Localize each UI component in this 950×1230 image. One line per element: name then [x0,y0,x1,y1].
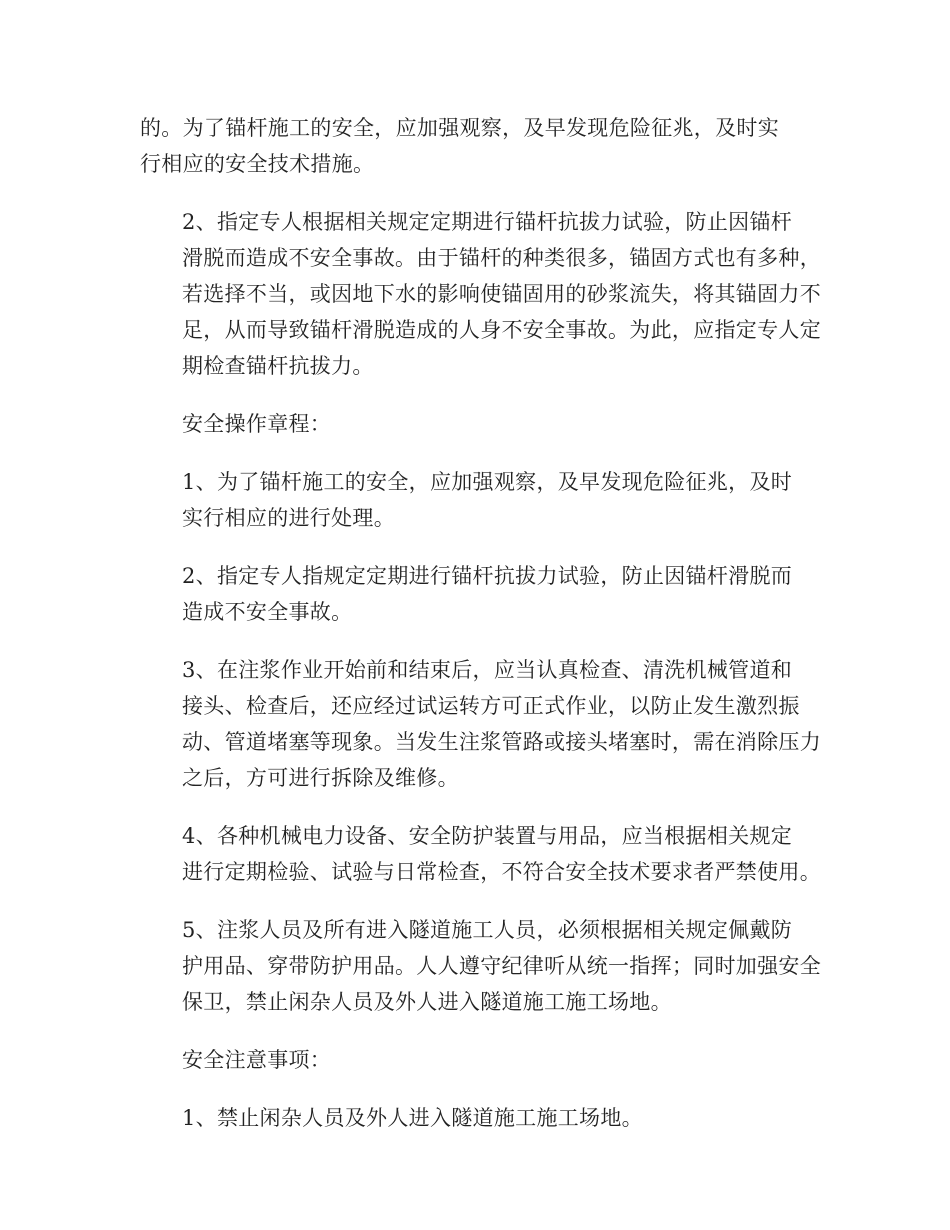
text-line: 1、为了锚杆施工的安全，应加强观察，及早发现危险征兆，及时 [182,470,793,494]
text-line: 造成不安全事故。 [182,600,353,624]
paragraph-rule-2 [140,558,810,630]
text-line: 滑脱而造成不安全事故。由于锚杆的种类很多，锚固方式也有多种， [182,246,821,270]
text-line: 期检查锚杆抗拔力。 [182,354,374,378]
paragraph-note-1 [140,1100,810,1136]
text-line: 若选择不当，或因地下水的影响使锚固用的砂浆流失，将其锚固力不 [182,282,821,306]
text-line: 行相应的安全技术措施。 [140,152,375,176]
heading-text: 安全操作章程： [182,412,332,436]
paragraph-rule-5 [140,912,821,1020]
text-line: 1、禁止闲杂人员及外人进入隧道施工施工场地。 [182,1106,643,1130]
heading-text: 安全注意事项： [182,1048,332,1072]
text-line: 之后，方可进行拆除及维修。 [182,766,459,790]
paragraph-rule-1 [140,464,810,536]
paragraph-rule-4 [140,818,821,890]
paragraph-rule-3 [140,652,821,796]
text-line: 接头、检查后，还应经过试运转方可正式作业，以防止发生激烈振 [182,694,800,718]
document-body [140,110,821,1158]
section-heading-safety-rules [140,406,810,442]
text-line: 进行定期检验、试验与日常检查，不符合安全技术要求者严禁使用。 [182,860,821,884]
section-heading-safety-notes [140,1042,810,1078]
paragraph-item-2-anchor-test [140,204,821,384]
text-line: 足，从而导致锚杆滑脱造成的人身不安全事故。为此，应指定专人定 [182,318,821,342]
text-line: 实行相应的进行处理。 [182,506,395,530]
text-line: 护用品、穿带防护用品。人人遵守纪律听从统一指挥；同时加强安全 [182,954,821,978]
text-line: 3、在注浆作业开始前和结束后，应当认真检查、清洗机械管道和 [182,658,793,682]
text-line: 动、管道堵塞等现象。当发生注浆管路或接头堵塞时，需在消除压力 [182,730,821,754]
text-line: 2、指定专人根据相关规定定期进行锚杆抗拔力试验，防止因锚杆 [182,210,793,234]
paragraph-intro-continuation [140,110,810,182]
text-line: 4、各种机械电力设备、安全防护装置与用品，应当根据相关规定 [182,824,793,848]
text-line: 2、指定专人指规定定期进行锚杆抗拔力试验，防止因锚杆滑脱而 [182,564,793,588]
text-line: 5、注浆人员及所有进入隧道施工人员，必须根据相关规定佩戴防 [182,918,793,942]
text-line: 保卫，禁止闲杂人员及外人进入隧道施工施工场地。 [182,990,672,1014]
text-line: 的。为了锚杆施工的安全，应加强观察，及早发现危险征兆，及时实 [140,116,779,140]
